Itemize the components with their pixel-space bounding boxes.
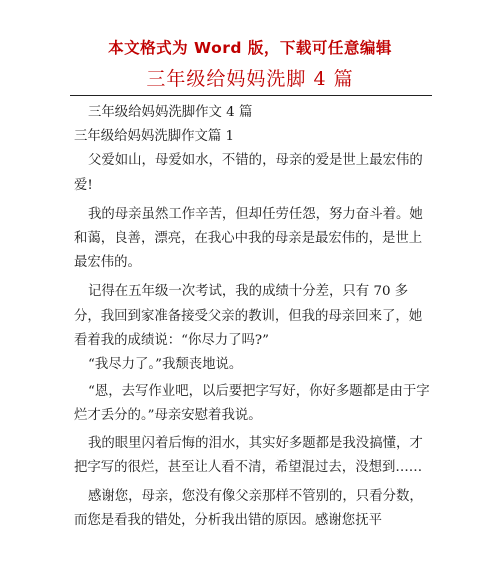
essay-heading: 三年级给妈妈洗脚作文篇 1 xyxy=(74,129,235,145)
document-body xyxy=(74,101,434,533)
paragraph-2: 我的母亲虽然工作辛苦，但却任劳任怨，努力奋斗着。她和蔼，良善，漂亮，在我心中我的母亲是最宏伟的，是世上最宏伟的。 xyxy=(74,206,423,271)
paragraph-1: 父爱如山，母爱如水，不错的，母亲的爱是世上最宏伟的爱! xyxy=(74,153,423,193)
paragraph-6: 我的眼里闪着后悔的泪水，其实好多题都是我没搞懂，才把字写的很烂，甚至让人看不清，希望混过去，没想到…… xyxy=(74,435,423,475)
paragraph-5: “恩，去写作业吧，以后要把字写好，你好多题都是由于字烂才丢分的。”母亲安慰着我说。 xyxy=(74,384,430,424)
paragraph-4: “我尽力了。”我颓丧地说。 xyxy=(88,357,243,373)
title-divider xyxy=(70,95,432,96)
format-notice: 本文格式为 Word 版，下载可任意编辑 xyxy=(108,39,392,57)
section-heading: 三年级给妈妈洗脚作文 4 篇 xyxy=(88,105,253,120)
document-title: 三年级给妈妈洗脚 4 篇 xyxy=(146,68,354,90)
paragraph-7: 感谢您，母亲，您没有像父亲那样不管别的，只看分数，而您是看我的错处，分析我出错的原因。感谢您抚平 xyxy=(74,489,423,529)
paragraph-3: 记得在五年级一次考试，我的成绩十分差，只有 70 多分，我回到家准备接受父亲的教训，但我的母亲回来了，她看着我的成绩说：“你尽力了吗?” xyxy=(74,284,423,348)
